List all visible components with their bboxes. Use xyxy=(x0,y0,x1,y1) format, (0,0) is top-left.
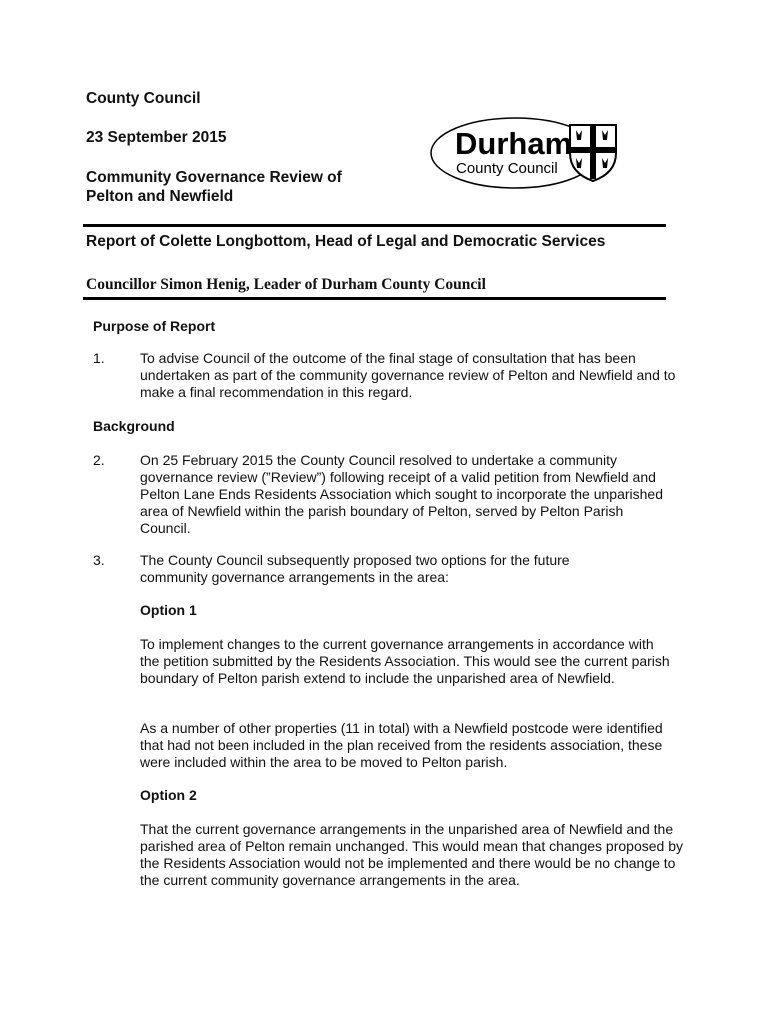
option-heading: Option 2 xyxy=(140,787,197,803)
paragraph-text: To advise Council of the outcome of the final stage of consultation that has been undertaken as part of the community governance review of Pelton and Newfield and to make a final recommendation in this regard. xyxy=(140,350,676,400)
durham-county-council-logo xyxy=(430,113,630,193)
bottom-divider xyxy=(83,297,666,300)
paragraph-text: The County Council subsequently proposed two options for the future community governance arrangements in the area: xyxy=(140,552,570,585)
top-divider xyxy=(83,224,666,227)
option-heading: Option 1 xyxy=(140,602,197,618)
paragraph-number: 1. xyxy=(93,350,105,366)
crest-icon xyxy=(570,125,616,181)
section-heading-background: Background xyxy=(93,418,175,434)
paragraph-text: On 25 February 2015 the County Council resolved to undertake a community governance review (”Review”) following receipt of a valid petition from Newfield and Pelton Lane Ends Residents Association which sought to incorporate the unparished area of Newfield within the parish boundary of Pelton, served by Pelton Parish Council. xyxy=(140,452,664,536)
option-paragraph: That the current governance arrangements in the unparished area of Newfield and the parished area of Pelton remain unchanged. This would mean that changes proposed by the Residents Association would not be implemented and there would be no change to the current community governance arrangements in the area. xyxy=(140,821,683,888)
meeting-name: County Council xyxy=(86,90,201,107)
report-author-title: Report of Colette Longbottom, Head of Legal and Democratic Services xyxy=(86,233,606,250)
report-councillor: Councillor Simon Henig, Leader of Durham County Council xyxy=(86,276,486,293)
report-subject-line2: Pelton and Newfield xyxy=(86,188,234,205)
option-paragraph: To implement changes to the current governance arrangements in accordance with the petition submitted by the Residents Association. This would see the current parish boundary of Pelton parish extend to include the unparished area of Newfield. xyxy=(140,636,670,686)
meeting-date: 23 September 2015 xyxy=(86,129,227,146)
option-paragraph: As a number of other properties (11 in total) with a Newfield postcode were identified that had not been included in the plan received from the residents association, these were included within the area to be moved to Pelton parish. xyxy=(140,720,663,770)
logo-subtitle: County Council xyxy=(456,160,558,177)
report-subject-line1: Community Governance Review of xyxy=(86,169,342,186)
paragraph-number: 3. xyxy=(93,552,105,568)
logo-wordmark: Durham xyxy=(455,126,573,161)
section-heading-purpose: Purpose of Report xyxy=(93,318,216,334)
paragraph-number: 2. xyxy=(93,452,105,468)
